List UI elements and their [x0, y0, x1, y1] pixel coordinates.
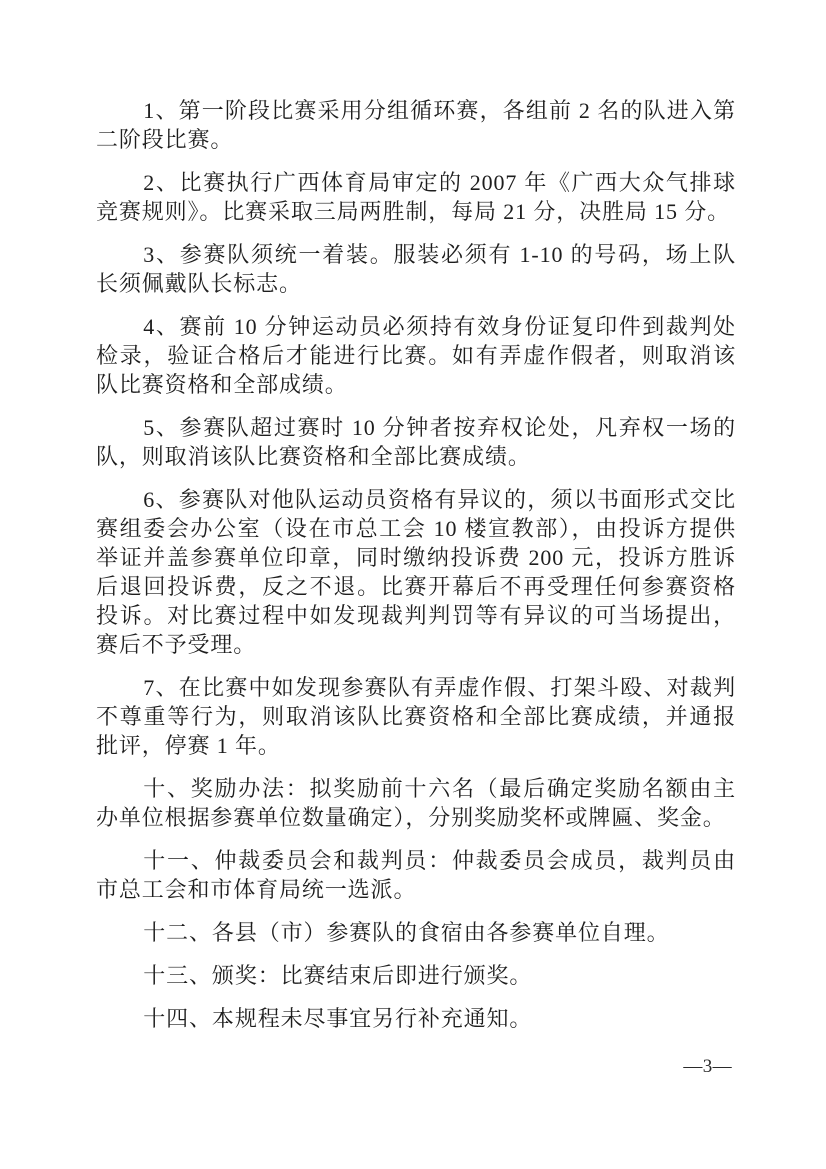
paragraph: 5、参赛队超过赛时 10 分钟者按弃权论处，凡弃权一场的队，则取消该队比赛资格和全部比赛成绩。: [96, 415, 736, 469]
paragraph: 十四、本规程未尽事宜另行补充通知。: [143, 1006, 533, 1031]
paragraph: 4、赛前 10 分钟运动员必须持有效身份证复印件到裁判处检录，验证合格后才能进行比赛。如有弄虚作假者，则取消该队比赛资格和全部成绩。: [96, 314, 736, 397]
paragraph: 十三、颁奖：比赛结束后即进行颁奖。: [143, 963, 533, 988]
paragraph: 十一、仲裁委员会和裁判员：仲裁委员会成员，裁判员由市总工会和市体育局统一选派。: [96, 848, 736, 902]
paragraph: 十、奖励办法：拟奖励前十六名（最后确定奖励名额由主办单位根据参赛单位数量确定），分别奖励奖杯或牌匾、奖金。: [96, 776, 736, 830]
paragraph: 7、在比赛中如发现参赛队有弄虚作假、打架斗殴、对裁判不尊重等行为，则取消该队比赛资格和全部比赛成绩，并通报批评，停赛 1 年。: [96, 675, 736, 758]
page-number: —3—: [683, 1056, 732, 1077]
document-body: [96, 96, 736, 1047]
paragraph: 1、第一阶段比赛采用分组循环赛，各组前 2 名的队进入第二阶段比赛。: [96, 98, 736, 152]
paragraph: 3、参赛队须统一着装。服装必须有 1-10 的号码，场上队长须佩戴队长标志。: [96, 242, 736, 296]
paragraph: 十二、各县（市）参赛队的食宿由各参赛单位自理。: [143, 920, 670, 945]
paragraph: 2、比赛执行广西体育局审定的 2007 年《广西大众气排球竞赛规则》。比赛采取三局两胜制，每局 21 分，决胜局 15 分。: [96, 170, 736, 224]
paragraph: 6、参赛队对他队运动员资格有异议的，须以书面形式交比赛组委会办公室（设在市总工会 10 楼宣教部），由投诉方提供举证并盖参赛单位印章，同时缴纳投诉费 200 元，投诉方胜诉后退回投诉费，反之不退。比赛开幕后不再受理任何参赛资格投诉。对比赛过程中如发现裁判判罚等有异议的可当场提出，赛后不予受理。: [96, 487, 736, 657]
